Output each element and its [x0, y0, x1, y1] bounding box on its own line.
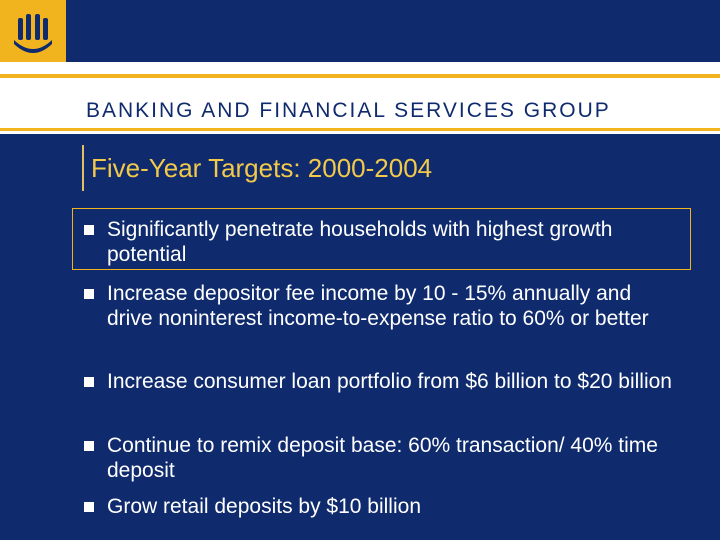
slide-heading: Five-Year Targets: 2000-2004: [91, 153, 433, 183]
bullet-square-icon: [84, 441, 94, 451]
bullet-item: [84, 369, 677, 394]
logo: [0, 0, 66, 62]
bullet-square-icon: [84, 502, 94, 512]
header-band: [0, 62, 720, 134]
bullet-text: Increase depositor fee income by 10 - 15% annually and drive noninterest income-to-expense ratio to 60% or better: [107, 282, 649, 330]
wachovia-w-logo-icon: [0, 0, 66, 62]
top-band: [0, 0, 720, 62]
heading-accent-bar: [82, 145, 84, 191]
bullet-text: Grow retail deposits by $10 billion: [107, 495, 421, 518]
bullet-square-icon: [84, 289, 94, 299]
bullet-item: [84, 433, 677, 483]
bullet-text: Significantly penetrate households with highest growth potential: [107, 218, 613, 266]
bullet-item: [84, 494, 677, 519]
divider-top: [0, 74, 720, 78]
bullet-item: [84, 281, 677, 331]
bullet-text: Increase consumer loan portfolio from $6 billion to $20 billion: [107, 370, 672, 393]
bullet-item: [84, 217, 677, 267]
group-title: BANKING AND FINANCIAL SERVICES GROUP: [86, 99, 611, 122]
bullet-square-icon: [84, 377, 94, 387]
bullet-text: Continue to remix deposit base: 60% transaction/ 40% time deposit: [107, 434, 658, 482]
bullet-square-icon: [84, 225, 94, 235]
divider-bottom: [0, 128, 720, 131]
